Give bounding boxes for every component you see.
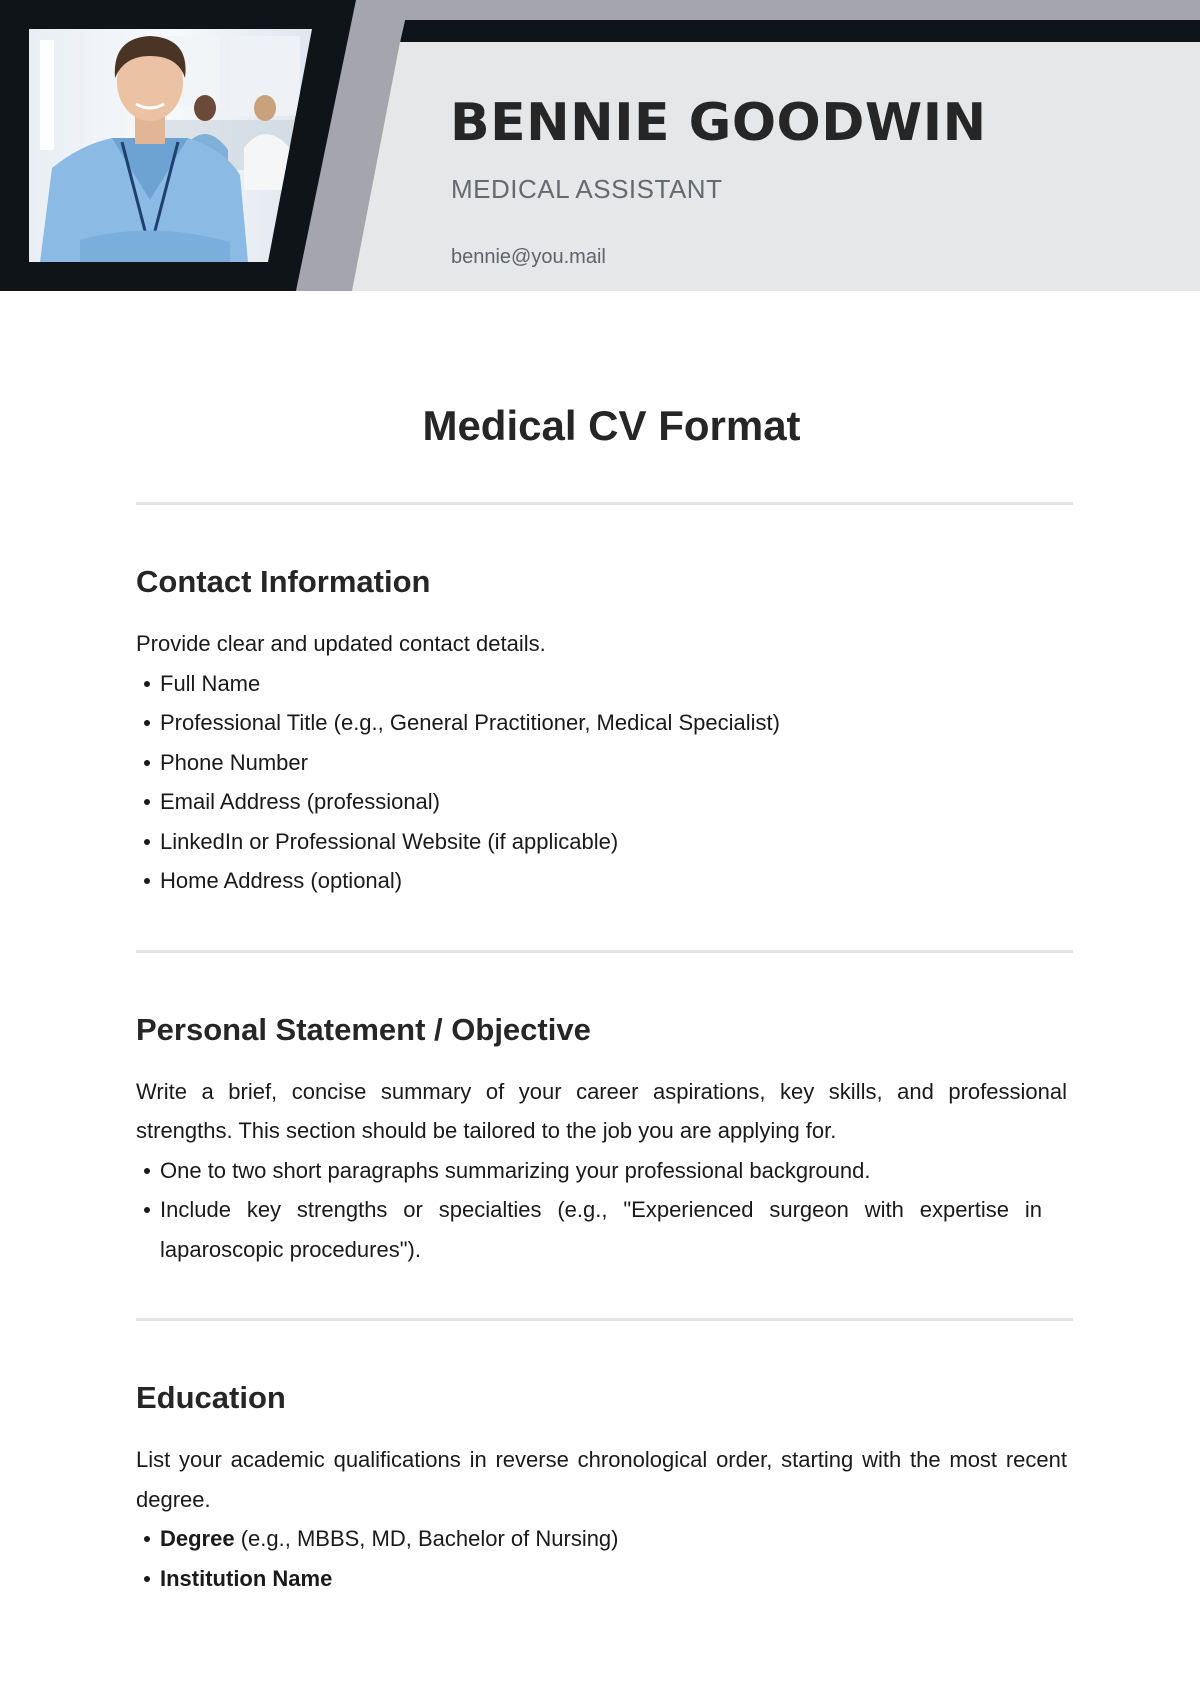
list-item: Professional Title (e.g., General Practitioner, Medical Specialist)	[136, 703, 1042, 743]
education-list	[136, 1519, 1042, 1598]
section-intro: List your academic qualifications in reverse chronological order, starting with the most recent degree.	[136, 1447, 1067, 1512]
contact-list	[136, 664, 1042, 901]
section-heading: Contact Information	[136, 564, 431, 599]
list-item: Home Address (optional)	[136, 861, 1042, 901]
list-item: Email Address (professional)	[136, 782, 1042, 822]
statement-list	[136, 1151, 1042, 1270]
candidate-name: BENNIE GOODWIN	[450, 93, 987, 153]
list-item: Include key strengths or specialties (e.g., "Experienced surgeon with expertise in laparoscopic procedures").	[136, 1190, 1042, 1269]
section-intro: Provide clear and updated contact details.	[136, 631, 546, 656]
page-title: Medical CV Format	[422, 402, 801, 449]
section-heading: Education	[136, 1380, 286, 1415]
item-text: (e.g., MBBS, MD, Bachelor of Nursing)	[234, 1526, 619, 1551]
candidate-role: MEDICAL ASSISTANT	[451, 174, 723, 204]
section-personal-statement	[136, 953, 1073, 1319]
list-item	[136, 1519, 1042, 1559]
candidate-email: bennie@you.mail	[451, 246, 606, 268]
list-item: Full Name	[136, 664, 1042, 704]
list-item: Phone Number	[136, 743, 1042, 783]
item-label: Institution Name	[160, 1565, 333, 1591]
section-contact-information	[136, 505, 1073, 950]
list-item	[136, 1559, 1042, 1599]
cv-body	[136, 395, 1073, 1647]
section-intro: Write a brief, concise summary of your career aspirations, key skills, and professional strengths. This section should be tailored to the job you are applying for.	[136, 1078, 1067, 1143]
list-item: One to two short paragraphs summarizing your professional background.	[136, 1151, 1042, 1191]
cv-header	[0, 0, 1200, 291]
item-label: Degree	[160, 1526, 235, 1551]
list-item: LinkedIn or Professional Website (if applicable)	[136, 822, 1042, 862]
section-education	[136, 1321, 1073, 1647]
section-heading: Personal Statement / Objective	[136, 1011, 591, 1047]
